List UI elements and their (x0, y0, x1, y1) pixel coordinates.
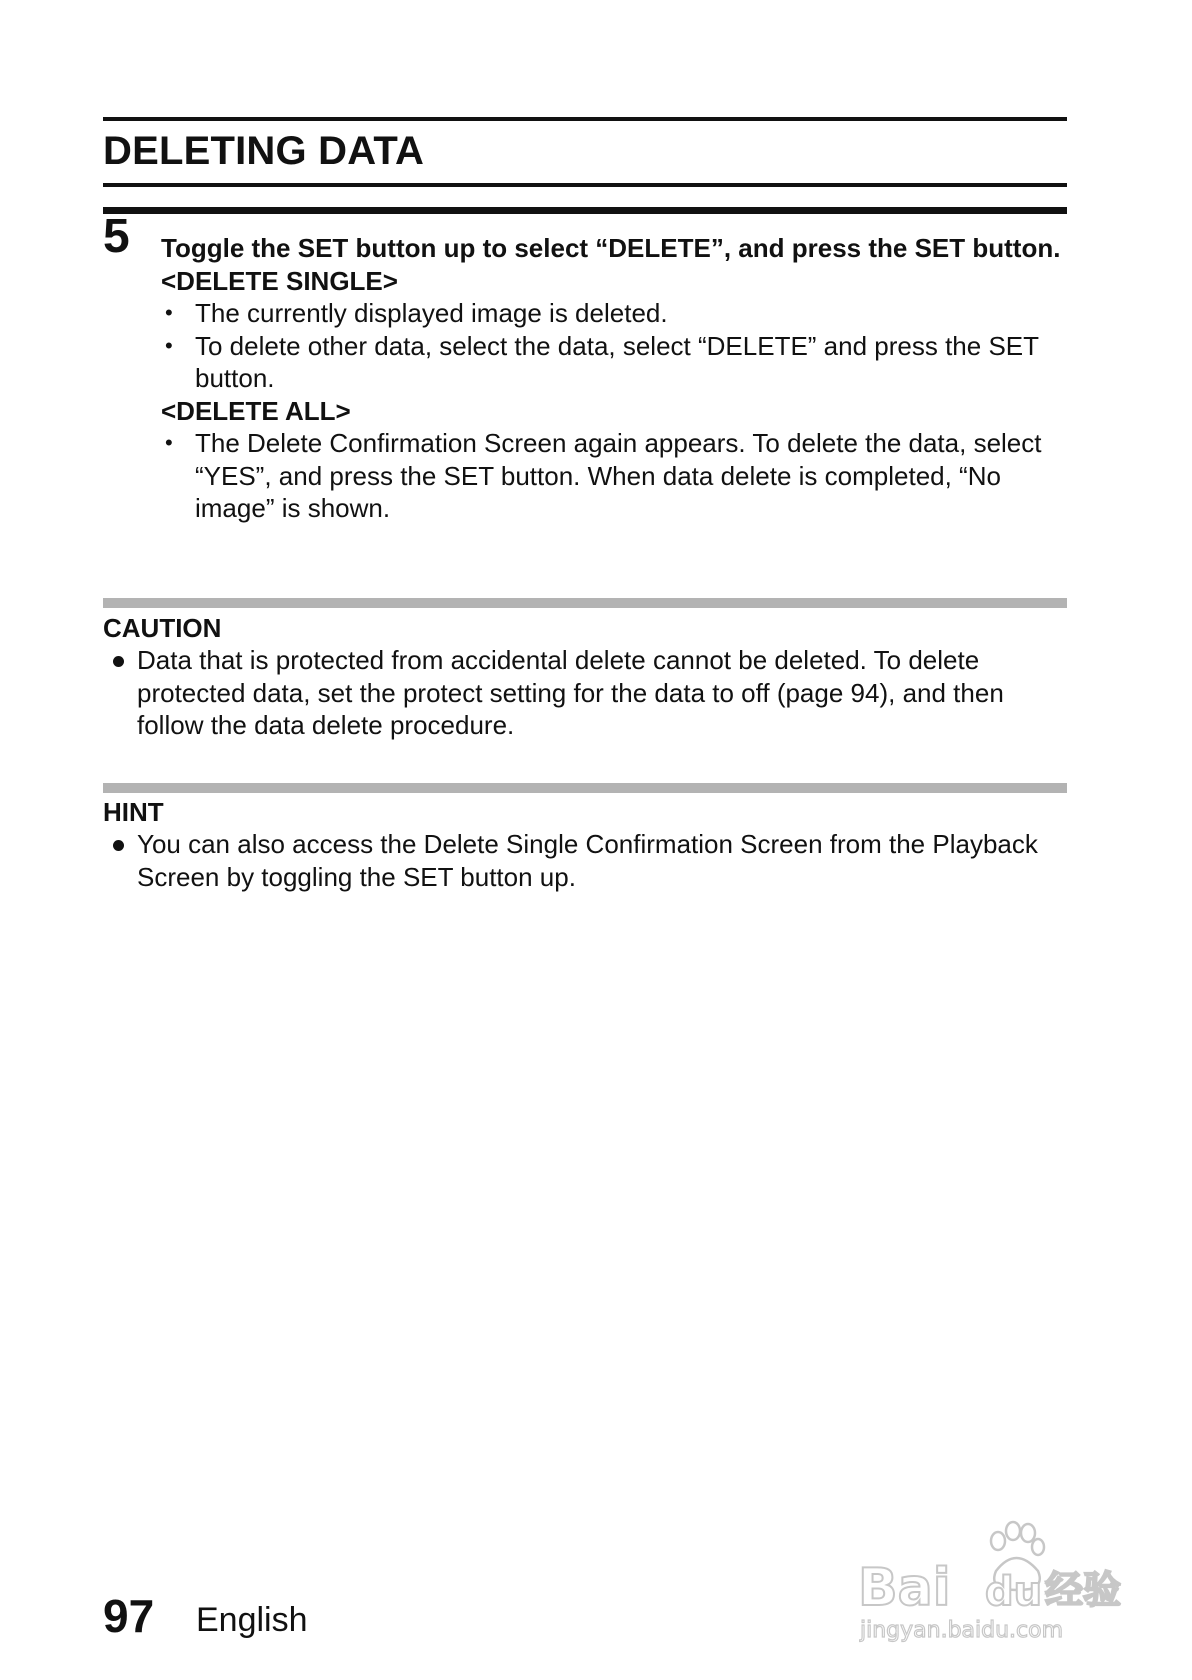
list-item: • The currently displayed image is deleted. (165, 298, 668, 328)
title-bottom-rule (103, 183, 1067, 187)
svg-text:Bai: Bai (858, 1558, 951, 1618)
bullet-icon (113, 840, 124, 851)
svg-text:经验: 经验 (1045, 1568, 1122, 1612)
svg-text:jingyan.baidu.com: jingyan.baidu.com (860, 1618, 1064, 1643)
baidu-jingyan-watermark-icon (850, 1515, 1140, 1645)
list-item: You can also access the Delete Single Confirmation Screen from the Playback Screen by toggling the SET button up. (103, 828, 1063, 893)
hint-list (103, 828, 1063, 893)
list-item: • To delete other data, select the data, select “DELETE” and press the SET button. (165, 330, 1039, 393)
page-number: 97 (103, 1590, 155, 1642)
caution-heading: CAUTION (103, 613, 222, 643)
bullet-dot-icon: • (165, 430, 173, 455)
list-item: Data that is protected from accidental delete cannot be deleted. To delete protected data, set the protect setting for the data to off (page 94), and then follow the data delete procedure. (103, 644, 1063, 742)
bullet-icon (113, 656, 124, 667)
delete-single-list (161, 297, 1061, 395)
hint-heading: HINT (103, 797, 164, 827)
svg-text:du: du (985, 1569, 1043, 1615)
bullet-dot-icon: • (165, 332, 173, 358)
page-title: DELETING DATA (103, 129, 425, 173)
delete-single-heading: <DELETE SINGLE> (161, 265, 398, 296)
caution-divider (103, 598, 1067, 608)
hint-divider (103, 783, 1067, 793)
title-top-rule (103, 117, 1067, 121)
page-language: English (196, 1601, 308, 1639)
delete-all-list (161, 427, 1061, 525)
step-top-rule (103, 207, 1067, 214)
caution-list (103, 644, 1063, 742)
step-instruction: Toggle the SET button up to select “DELETE”, and press the SET button. (161, 233, 1061, 263)
delete-all-heading: <DELETE ALL> (161, 395, 351, 426)
step-content (161, 232, 1061, 525)
step-number: 5 (103, 210, 130, 263)
bullet-dot-icon: • (165, 300, 173, 325)
list-item: • The Delete Confirmation Screen again appears. To delete the data, select “YES”, and press the SET button. When data delete is completed, “No image” is shown. (165, 428, 1042, 523)
